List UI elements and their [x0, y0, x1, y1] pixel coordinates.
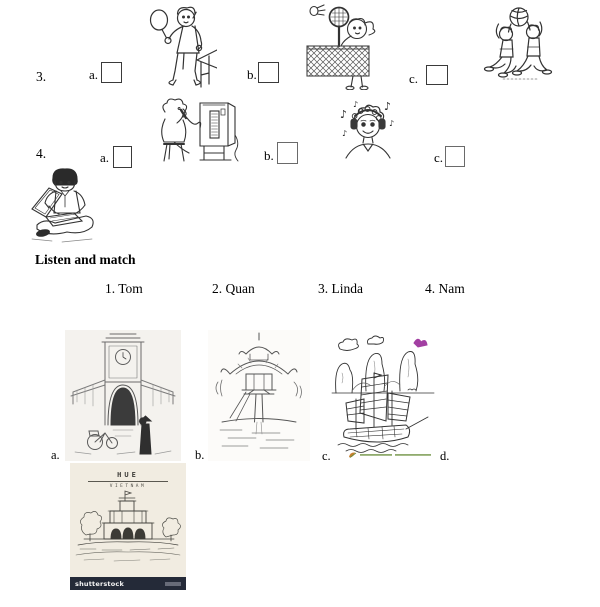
- option-label-4a: a.: [100, 150, 110, 165]
- answer-box-3c[interactable]: [426, 65, 448, 85]
- answer-box-4c[interactable]: [445, 146, 465, 167]
- music-note-icon: ♪: [342, 129, 348, 138]
- answer-box-3b[interactable]: [258, 62, 279, 83]
- option-label-3b: b.: [247, 67, 257, 82]
- picture-label-c: c.: [322, 449, 331, 463]
- hue-card-picture-d: [70, 463, 186, 590]
- match-name-quan: 2. Quan: [212, 281, 255, 296]
- hue-card-rule: [88, 481, 168, 482]
- music-note-icon: ♪: [340, 108, 348, 121]
- music-note-icon: ♪: [384, 100, 392, 113]
- listening-music-illustration: [336, 98, 400, 166]
- answer-box-4a[interactable]: [113, 146, 132, 168]
- picture-label-a: a.: [51, 448, 60, 462]
- option-label-4c: c.: [434, 150, 444, 165]
- music-note-icon: ♪: [353, 100, 359, 109]
- watermark-pencil-icon: [349, 452, 355, 457]
- badminton-illustration: [305, 2, 383, 90]
- brand-bar-meta: [165, 582, 181, 586]
- watermark-strip: [347, 451, 435, 459]
- basketball-illustration: [483, 5, 555, 87]
- hue-gate-sketch: [70, 489, 186, 567]
- option-label-3a: a.: [89, 67, 99, 82]
- question-3-number: 3.: [36, 69, 47, 84]
- pagoda-sketch-picture-b: [208, 330, 310, 461]
- boy-laptop-illustration: [24, 167, 106, 245]
- answer-box-3a[interactable]: [101, 62, 122, 83]
- option-label-3c: c.: [409, 71, 419, 86]
- table-tennis-illustration: [139, 5, 217, 89]
- question-4-number: 4.: [36, 146, 47, 161]
- halong-boat-picture-c: [330, 333, 438, 457]
- match-name-nam: 4. Nam: [425, 281, 465, 296]
- answer-box-4b[interactable]: [277, 142, 298, 164]
- shutterstock-logo: shutterstock: [75, 579, 124, 588]
- hue-card-title: HUE: [117, 471, 139, 479]
- picture-label-d: d.: [440, 449, 450, 463]
- hue-card-subtitle: VIETNAM: [109, 484, 147, 489]
- match-name-linda: 3. Linda: [318, 281, 363, 296]
- listen-and-match-heading: Listen and match: [35, 252, 136, 267]
- picture-label-b: b.: [195, 448, 205, 462]
- match-name-tom: 1. Tom: [105, 281, 143, 296]
- option-label-4b: b.: [264, 148, 274, 163]
- market-sketch-picture-a: [65, 330, 181, 461]
- hue-card-brand-bar: [70, 577, 186, 590]
- phone-call-illustration: [147, 97, 240, 164]
- music-note-icon: ♪: [389, 119, 395, 128]
